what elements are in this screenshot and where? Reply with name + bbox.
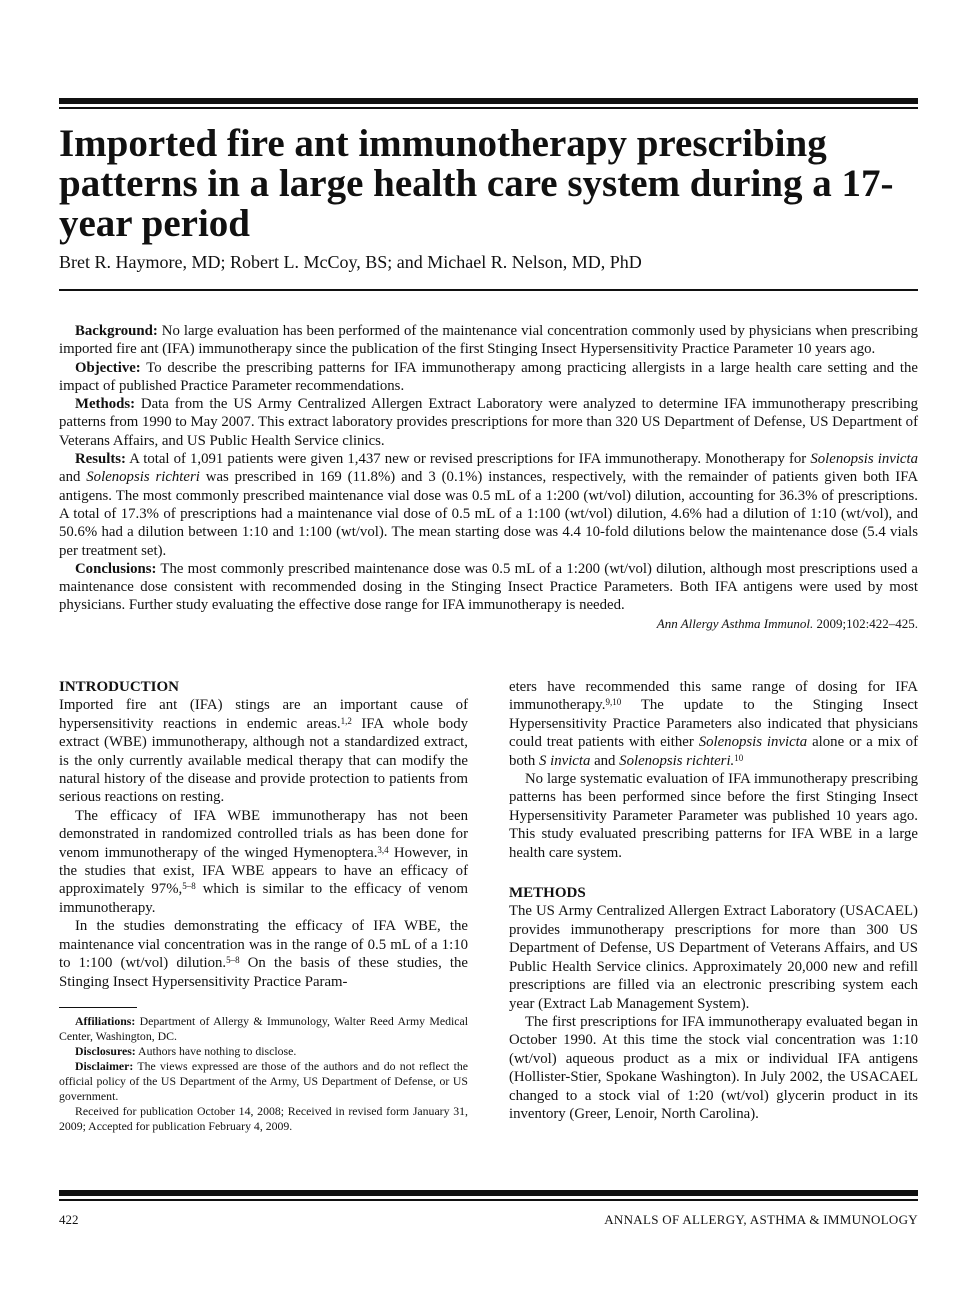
footnote-divider [59, 1007, 137, 1008]
intro-paragraph-1 [59, 696, 468, 806]
reference-marker: 1,2 [340, 715, 352, 726]
conjunction: and [594, 752, 616, 769]
footnote-disclosures [59, 1044, 468, 1059]
page-number: 422 [59, 1212, 79, 1227]
reference-marker: 5–8 [226, 955, 240, 966]
abstract-objective [59, 359, 918, 396]
disclosures-text: Authors have nothing to disclose. [138, 1043, 297, 1058]
abstract-conclusions [59, 560, 918, 615]
objective-label: Objective: [75, 359, 141, 376]
header-divider [59, 289, 918, 291]
methods-label: Methods: [75, 396, 136, 413]
species-name: Solenopsis invicta [810, 451, 919, 468]
top-rule-thick [59, 98, 918, 104]
intro-text: The update to the Stinging Insect Hypersensitivity Practice Parameters also indicated that physicians could treat patients with either [509, 697, 919, 751]
intro-continuation [509, 678, 918, 770]
intro-text: The efficacy of IFA WBE immunotherapy has not been demonstrated in randomized controlled trials as has been done for venom immunotherapy of the winged Hymenoptera. [59, 807, 468, 861]
conjunction: and [59, 469, 81, 486]
top-rule-thin [59, 107, 918, 109]
citation-ref: 2009;102:422–425. [816, 615, 918, 631]
intro-text: IFA whole body extract (WBE) immunotherapy, although not a standardized extract, is the only currently available medical therapy that can modify the natural history of the disease and provide protection to patients from serious reactions on resting. [59, 715, 468, 806]
results-text-1: A total of 1,091 patients were given 1,437 new or revised prescriptions for IFA immunotherapy. Monotherapy for [129, 451, 807, 468]
objective-text: To describe the prescribing patterns for IFA immunotherapy among practicing allergists in a large health care setting and the impact of published Practice Parameter recommendations. [59, 359, 918, 394]
disclaimer-label: Disclaimer: [75, 1058, 134, 1073]
journal-name: ANNALS OF ALLERGY, ASTHMA & IMMUNOLOGY [604, 1212, 918, 1227]
results-text-2: was prescribed in 169 (11.8%) and 3 (0.1%) instances, respectively, with the remainder of patients given both IFA antigens. The most commonly prescribed maintenance vial dose was 0.5 mL of a 1:200 (wt/vol) dilution, accounting for 36.3% of prescriptions. A total of 17.3% of prescriptions had a maintenance vial dose of 0.5 mL of a 1:100 (wt/vol) dilution, 4.6% had a dilution of 1:10 (wt/vol), and 50.6% had a dilution between 1:10 and 1:100 (wt/vol). The mean starting dose was 4.4 10-fold dilutions below the maintenance dose (5.4 vials per treatment set). [59, 469, 919, 559]
reference-marker: 3,4 [377, 844, 389, 855]
species-name: S invicta [539, 752, 591, 769]
bottom-rule-thick [59, 1190, 918, 1196]
intro-text: On the basis of these studies, the Stinging Insect Hypersensitivity Practice Param- [59, 955, 468, 990]
background-text: No large evaluation has been performed of the maintenance vial concentration commonly used by physicians when prescribing imported fire ant (IFA) immunotherapy since the publication of the first Stinging Insect Hypersensitivity Practice Parameter 10 years ago. [59, 323, 918, 358]
disclaimer-text: The views expressed are those of the authors and do not reflect the official policy of the US Department of the Army, US Department of Defense, or US government. [59, 1058, 468, 1103]
citation-journal: Ann Allergy Asthma Immunol. [656, 615, 814, 631]
affiliations-text: Department of Allergy & Immunology, Walter Reed Army Medical Center, Washington, DC. [59, 1013, 469, 1043]
footnote-affiliations [59, 1014, 468, 1044]
species-name: Solenopsis richteri. [619, 752, 735, 769]
affiliations-label: Affiliations: [75, 1013, 136, 1028]
species-name: Solenopsis richteri [86, 469, 200, 486]
methods-paragraph-1: The US Army Centralized Allergen Extract Laboratory (USACAEL) provides immunotherapy prescriptions for more than 300 US Department of Defense, US Department of Veterans Affairs, and US Public Health Service clinics. Approximately 20,000 new and refill prescriptions are filled via an electronic prescribing system each year (Extract Lab Management System). [509, 903, 918, 1012]
reference-marker: 9,10 [605, 697, 622, 708]
background-label: Background: [75, 323, 158, 339]
intro-text: alone or a mix of both [509, 734, 918, 769]
left-column [59, 678, 468, 1134]
author-list: Bret R. Haymore, MD; Robert L. McCoy, BS; and Michael R. Nelson, MD, PhD [59, 252, 642, 272]
intro-text: eters have recommended this same range of dosing for IFA immunotherapy. [509, 679, 918, 714]
methods-text: Data from the US Army Centralized Allergen Extract Laboratory were analyzed to determine IFA immunotherapy prescribing patterns from 1990 to May 2007. This extract laboratory provides prescriptions for more than 320 US Department of Defense, US Department of Veterans Affairs, and US Public Health Service clinics. [59, 396, 918, 449]
intro-text: which is similar to the efficacy of venom immunotherapy. [59, 881, 468, 916]
intro-text: However, in the studies that exist, IFA WBE appears to have an efficacy of approximately 97%, [59, 844, 469, 898]
intro-paragraph-3 [59, 917, 468, 991]
right-column [509, 678, 918, 1123]
introduction-heading: INTRODUCTION [59, 679, 180, 695]
results-label: Results: [75, 451, 126, 468]
conclusions-label: Conclusions: [75, 560, 157, 577]
conclusions-text: The most commonly prescribed maintenance dose was 0.5 mL of a 1:200 (wt/vol) dilution, although most prescriptions used a maintenance dose consistent with recommended dosing in the Stinging Insect Practice Parameters. Both IFA antigens were used by most physicians. Further study evaluating the effective dose range for IFA immunotherapy is needed. [59, 560, 918, 614]
intro-text: Imported fire ant (IFA) stings are an important cause of hypersensitivity reactions in endemic areas. [59, 697, 468, 732]
abstract [59, 322, 918, 632]
footnotes [59, 1014, 468, 1134]
intro-paragraph-2 [59, 807, 468, 917]
bottom-rule-thin [59, 1199, 918, 1201]
abstract-background [59, 322, 918, 359]
methods-heading: METHODS [509, 885, 586, 902]
article-title: Imported fire ant immunotherapy prescribing patterns in a large health care system during a 17-year period [59, 122, 894, 245]
abstract-methods [59, 395, 918, 450]
methods-paragraph-2: The first prescriptions for IFA immunotherapy evaluated began in October 1990. At this time the stock vial concentration was 1:10 (wt/vol) aqueous product as a mix or individual IFA antigens (Hollister-Stier, Spokane Washington). In July 2002, the USACAEL changed to a stock vial of 1:20 (wt/vol) glycerin product in its inventory (Greer, Lenoir, North Carolina). [509, 1013, 918, 1122]
intro-paragraph-4: No large systematic evaluation of IFA immunotherapy prescribing patterns has been performed since before the first Stinging Insect Hypersensitivity Parameter Parameter was published 10 years ago. This study evaluated prescribing patterns for IFA WBE in a large health care system. [509, 771, 918, 861]
reference-marker: 10 [734, 752, 744, 763]
reference-marker: 5–8 [182, 881, 196, 892]
intro-text: In the studies demonstrating the efficacy of IFA WBE, the maintenance vial concentration was in the range of 0.5 mL of a 1:10 to 1:100 (wt/vol) dilution. [59, 918, 468, 972]
abstract-results [59, 450, 918, 560]
disclosures-label: Disclosures: [75, 1043, 136, 1058]
footnote-received: Received for publication October 14, 2008; Received in revised form January 31, 2009; Accepted for publication February 4, 2009. [59, 1103, 468, 1133]
species-name: Solenopsis invicta [698, 734, 808, 751]
footnote-disclaimer [59, 1059, 468, 1104]
citation [59, 615, 918, 632]
